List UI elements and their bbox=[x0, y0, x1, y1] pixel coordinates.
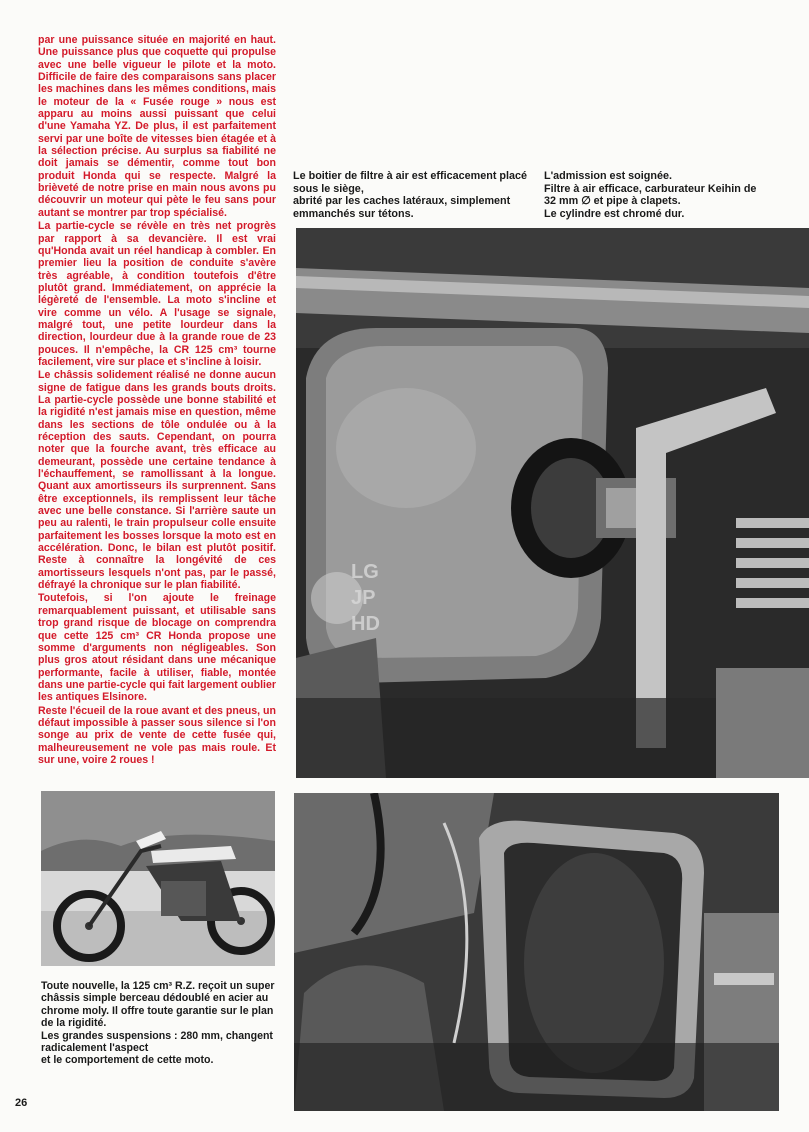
caption-line: Filtre à air efficace, carburateur Keihin de 32 mm ∅ et pipe à clapets. bbox=[544, 182, 757, 208]
motorcycle-photo bbox=[41, 791, 275, 966]
airbox-caption bbox=[293, 170, 529, 220]
svg-text:JP: JP bbox=[351, 587, 376, 609]
airbox-photo bbox=[296, 228, 809, 778]
airfilter-photo bbox=[294, 793, 779, 1111]
article-paragraph: Reste l'écueil de la roue avant et des pneus, un défaut impossible à passer sous silence si l'on songe au prix de vente de cette fusée qui, malheureusement ne vole pas mais roule. Et sur une, voire 2 roues ! bbox=[38, 704, 276, 766]
caption-line: Le cylindre est chromé dur. bbox=[544, 207, 685, 220]
caption-line: Les grandes suspensions : 280 mm, changent radicalement l'aspect bbox=[41, 1029, 273, 1055]
article-body bbox=[38, 34, 276, 767]
caption-line: abrité par les caches latéraux, simplement emmanchés sur tétons. bbox=[293, 195, 511, 220]
caption-line: L'admission est soignée. bbox=[544, 170, 672, 182]
article-paragraph: par une puissance située en majorité en haut. Une puissance plus que coquette qui propulse avec une belle vigueur le pilote et la moto. Difficile de faire des comparaisons sans placer les machines dans les mêmes conditions, mais le moteur de la « Fusée rouge » nous est apparu au moins aussi puissant que celui d'une Yamaha YZ. De plus, il est parfaitement servi par une boîte de vitesses bien étagée et à la sélection précise. Au surplus sa fiabilité ne doit jamais se démentir, comme tout bon produit Honda qui se respecte. Malgré la brièveté de notre prise en main nous avons pu découvrir un moteur qui pète le feu sans pour autant se montrer par trop spécialisé. bbox=[38, 34, 276, 219]
svg-text:HD: HD bbox=[351, 613, 380, 635]
page-number: 26 bbox=[15, 1097, 28, 1109]
intake-caption bbox=[544, 170, 758, 220]
article-paragraph: Le châssis solidement réalisé ne donne aucun signe de fatigue dans les grands bouts droits. La partie-cycle possède une bonne stabilité et la rigidité n'est jamais mise en question, même dans les sections de tôle ondulée ou à la réception des sauts. Cependant, on pourra noter que la fourche avant, très efficace au demeurant, possède une certaine tendance à l'échauffement, se ramollissant à la longue. Quant aux amortisseurs ils surprennent. Sans être exceptionnels, ils remplissent leur tâche avec une belle constance. Si l'arrière saute un peu au ralenti, le train propulseur colle ensuite parfaitement les bosses lorsque la moto est en accélération. Donc, le bilan est plutôt positif. Reste à connaître la longévité de ces amortisseurs lesquels n'ont pas, par le passé, défrayé la chronique sur le plan fiabilité. bbox=[38, 369, 276, 592]
article-paragraph: La partie-cycle se révèle en très net progrès par rapport à sa devancière. Il est vrai qu'Honda avait un réel handicap à combler. En premier lieu la position de conduite s'avère très agréable, à condition toutefois d'être plutôt grand. Immédiatement, on apprécie la légèreté de l'ensemble. La moto s'incline et vire comme un vélo. A l'usage se signale, malgré tout, une petite lourdeur dans la direction, lourdeur due à la grande roue de 23 pouces. Il n'empêche, la CR 125 cm³ tourne facilement, vire sur place et s'incline à loisir. bbox=[38, 220, 276, 368]
svg-text:LG: LG bbox=[351, 561, 379, 583]
caption-line: Toute nouvelle, la 125 cm³ R.Z. reçoit un super châssis simple berceau dédoublé en acier au chrome moly. Il offre toute garantie sur le plan de la rigidité. bbox=[41, 980, 275, 1030]
caption-line: Le boitier de filtre à air est efficacement placé sous le siège, bbox=[293, 170, 528, 195]
watermark-logo bbox=[307, 556, 391, 640]
article-paragraph: Toutefois, si l'on ajoute le freinage remarquablement puissant, et utilisable sans trop grand risque de blocage on comprendra que cette 125 cm³ CR Honda propose une somme d'arguments non négligeables. Son plus gros atout résidant dans une mécanique performante, facile à utiliser, fiable, montée dans une partie-cycle qui fait largement oublier les antiques Elsinore. bbox=[38, 592, 276, 704]
bike-caption bbox=[41, 980, 277, 1067]
caption-line: et le comportement de cette moto. bbox=[41, 1054, 214, 1067]
